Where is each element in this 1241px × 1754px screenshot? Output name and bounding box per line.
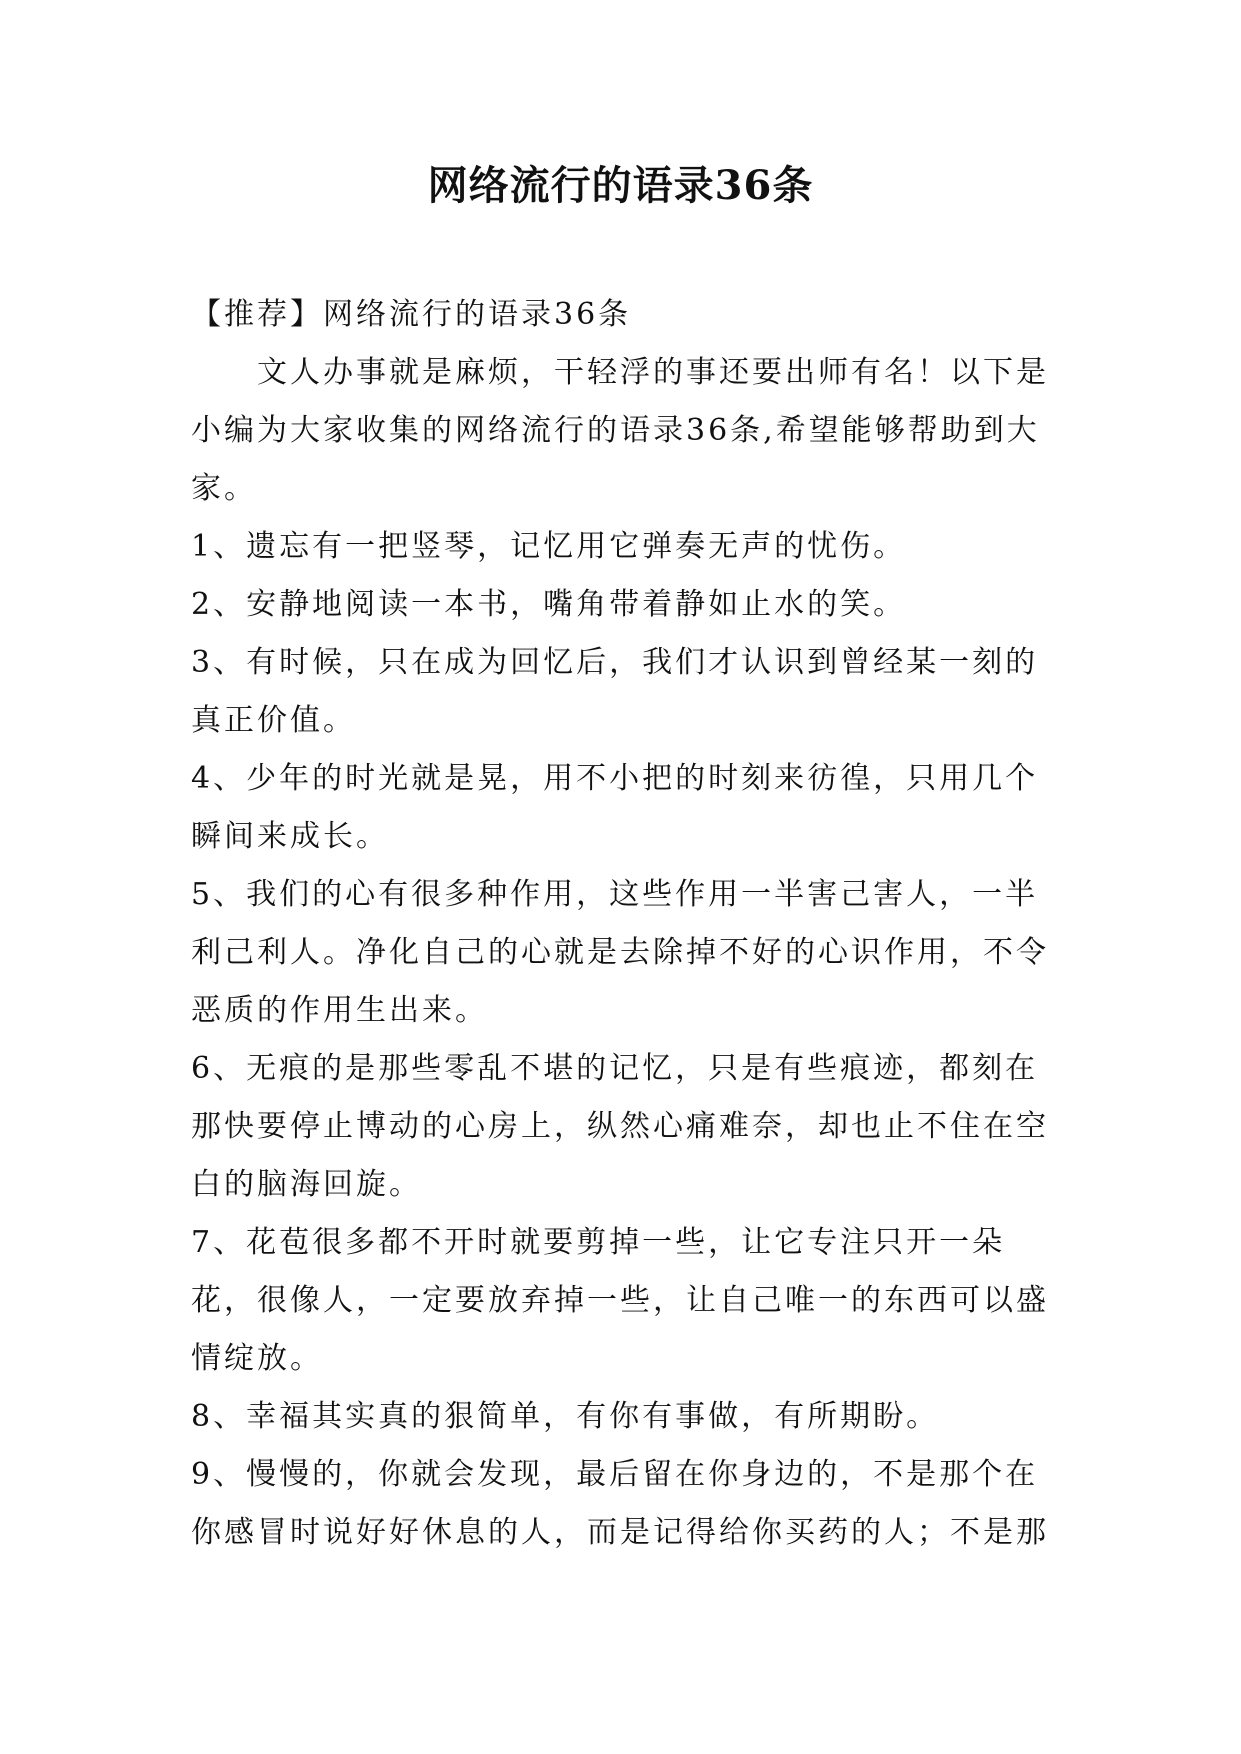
document-body [191, 286, 1061, 1562]
quote-item-2: 2、安静地阅读一本书，嘴角带着静如止水的笑。 [191, 587, 907, 622]
quote-item-1: 1、遗忘有一把竖琴，记忆用它弹奏无声的忧伤。 [191, 529, 907, 564]
quote-item-6: 6、无痕的是那些零乱不堪的记忆，只是有些痕迹，都刻在那快要停止博动的心房上，纵然心痛难奈，却也止不住在空白的脑海回旋。 [191, 1051, 1049, 1202]
quote-item-5: 5、我们的心有很多种作用，这些作用一半害己害人，一半利己利人。净化自己的心就是去除掉不好的心识作用，不令恶质的作用生出来。 [191, 877, 1049, 1028]
quote-item-3: 3、有时候，只在成为回忆后，我们才认识到曾经某一刻的真正价值。 [191, 645, 1039, 738]
quote-item-8: 8、幸福其实真的狠简单，有你有事做，有所期盼。 [191, 1399, 940, 1434]
intro-paragraph: 文人办事就是麻烦，干轻浮的事还要出师有名！以下是小编为大家收集的网络流行的语录36条,希望能够帮助到大家。 [191, 355, 1049, 506]
quote-item-4: 4、少年的时光就是晃，用不小把的时刻来彷徨，只用几个瞬间来成长。 [191, 761, 1039, 854]
document-title: 网络流行的语录36条 [427, 162, 814, 209]
document-subtitle: 【推荐】网络流行的语录36条 [191, 297, 632, 332]
quote-item-7: 7、花苞很多都不开时就要剪掉一些，让它专注只开一朵花，很像人，一定要放弃掉一些，让自己唯一的东西可以盛情绽放。 [191, 1225, 1049, 1376]
quote-item-9: 9、慢慢的，你就会发现，最后留在你身边的，不是那个在你感冒时说好好休息的人，而是记得给你买药的人；不是那 [191, 1457, 1049, 1550]
